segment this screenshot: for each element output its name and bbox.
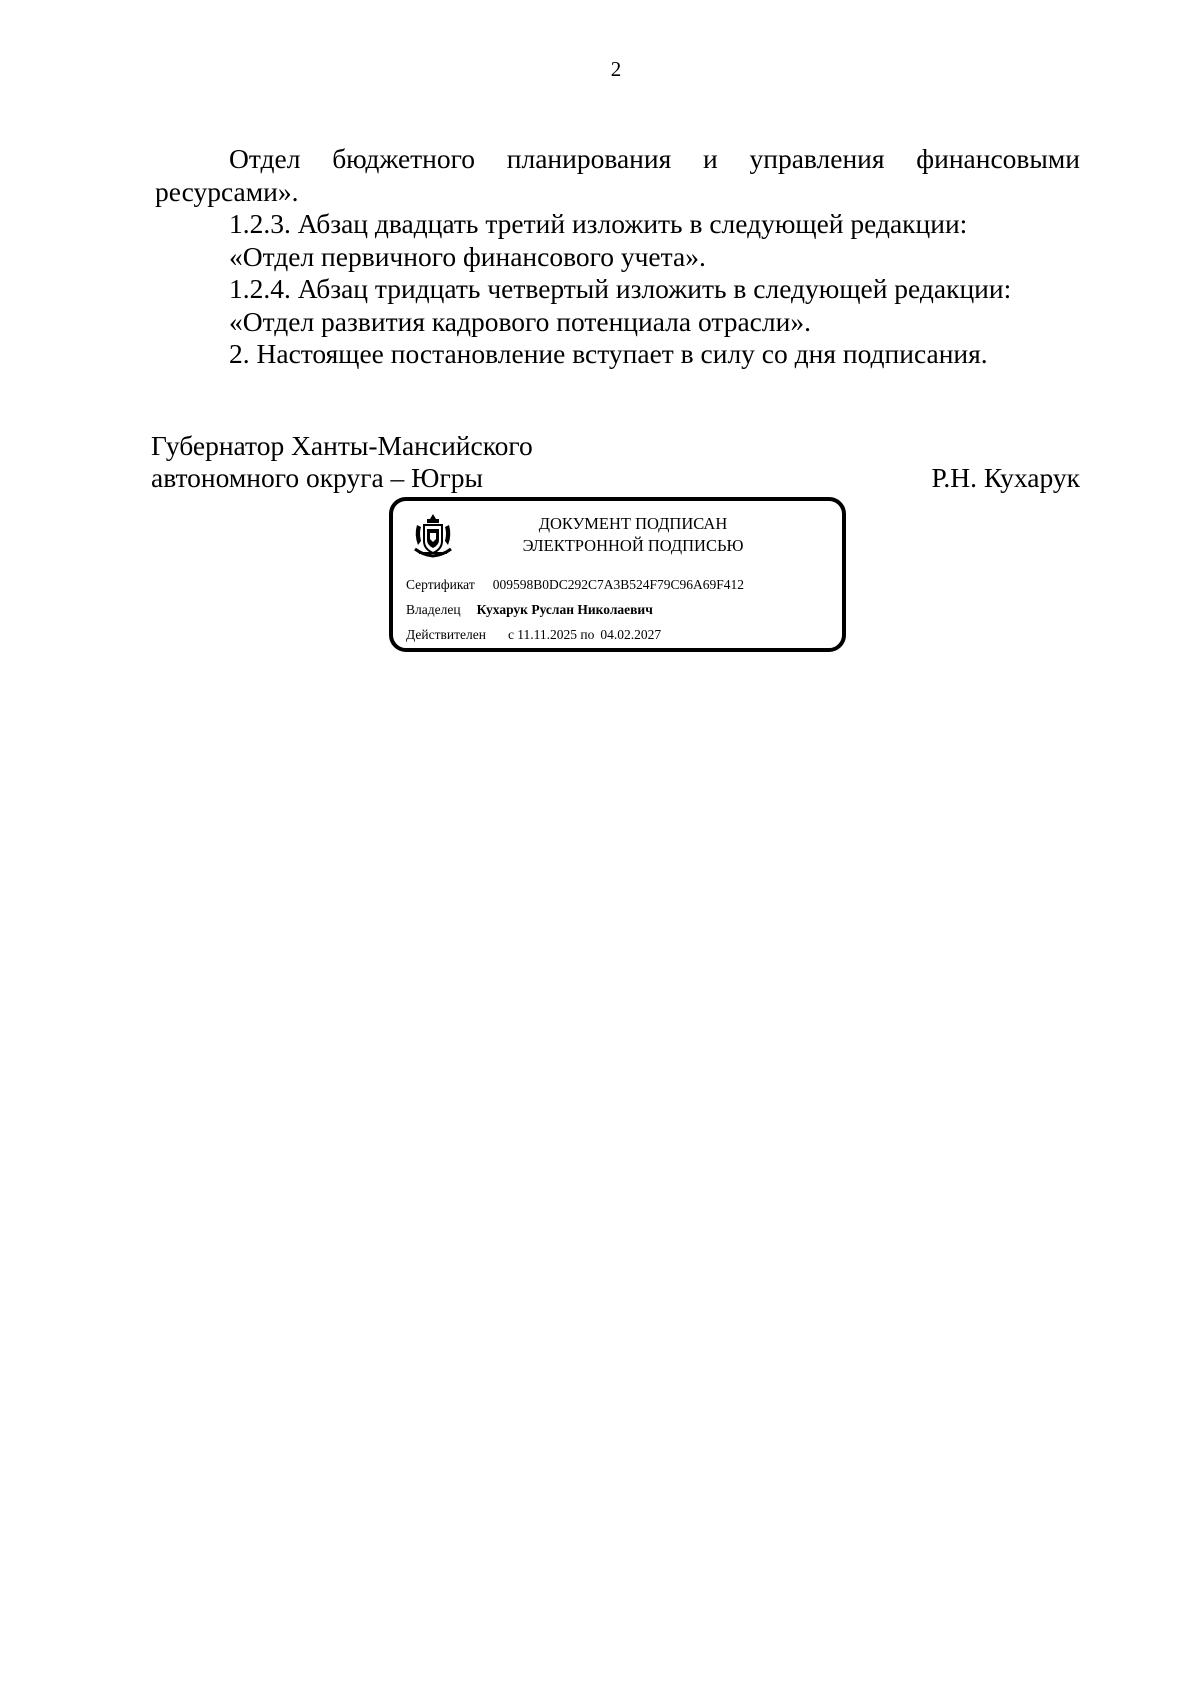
stamp-title-line2: ЭЛЕКТРОННОЙ ПОДПИСЬЮ	[522, 536, 744, 555]
signature-block	[151, 430, 1080, 494]
certificate-row	[406, 577, 744, 593]
coat-of-arms-icon	[411, 511, 455, 559]
validity-row	[406, 627, 661, 643]
validity-from: с 11.11.2025 по	[507, 627, 595, 642]
owner-value: Кухарук Руслан Николаевич	[476, 602, 653, 617]
certificate-label: Сертификат	[406, 577, 475, 592]
electronic-signature-stamp	[389, 497, 846, 652]
signatory-position-line1: Губернатор Ханты-Мансийского	[151, 430, 533, 461]
paragraph-department-accounting: «Отдел первичного финансового учета».	[229, 240, 706, 272]
signatory-position-line2: автономного округа – Югры	[151, 462, 483, 493]
stamp-title-line1: ДОКУМЕНТ ПОДПИСАН	[538, 514, 728, 533]
certificate-value: 009598B0DC292C7A3B524F79C96A69F412	[492, 577, 745, 592]
paragraph-department-budget: Отдел бюджетного планирования и управления финансовыми ресурсами».	[155, 143, 1080, 207]
validity-to: 04.02.2027	[600, 627, 662, 642]
document-body	[155, 143, 1080, 371]
paragraph-department-personnel: «Отдел развития кадрового потенциала отрасли».	[229, 305, 811, 337]
owner-label: Владелец	[406, 602, 461, 617]
signatory-name: Р.Н. Кухарук	[931, 462, 1080, 493]
owner-row	[406, 602, 653, 618]
paragraph-item-1-2-4: 1.2.4. Абзац тридцать четвертый изложить в следующей редакции:	[229, 273, 1012, 304]
paragraph-item-2: 2. Настоящее постановление вступает в силу со дня подписания.	[229, 338, 988, 369]
validity-label: Действителен	[406, 627, 486, 642]
paragraph-item-1-2-3: 1.2.3. Абзац двадцать третий изложить в следующей редакции:	[229, 208, 968, 239]
page-number: 2	[610, 57, 622, 81]
stamp-title	[483, 513, 783, 557]
